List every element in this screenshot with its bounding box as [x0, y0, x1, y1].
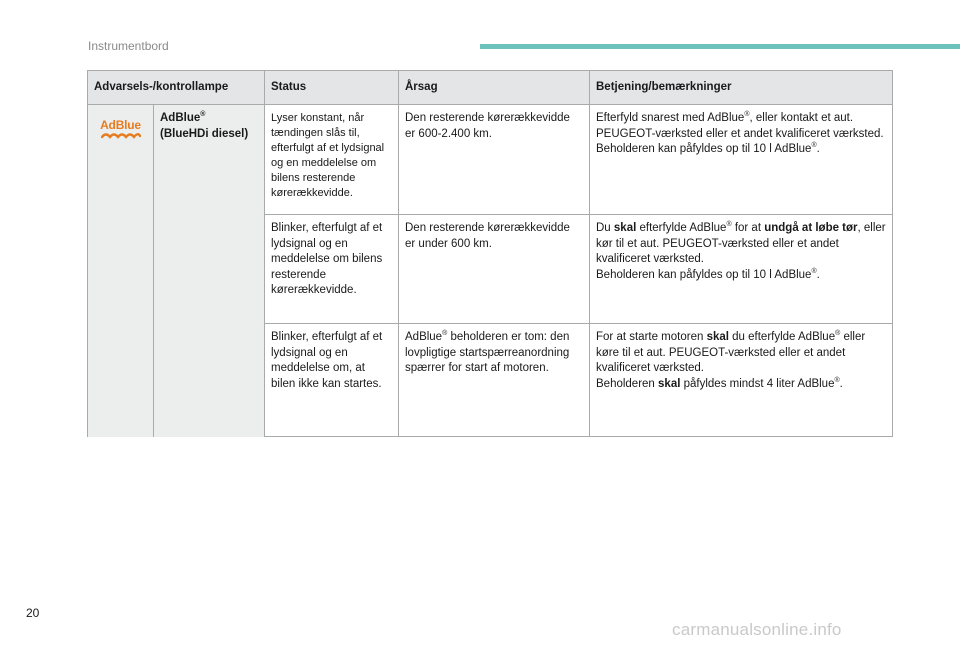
- header-cause: Årsag: [399, 71, 590, 105]
- section-title: Instrumentbord: [88, 39, 169, 53]
- cause-cell: AdBlue® beholderen er tom: den lovpligtige startspærreanordning spærrer for start af motoren.: [399, 324, 590, 437]
- adblue-wave-icon: [101, 132, 141, 139]
- lamp-name: AdBlue®: [160, 111, 206, 124]
- lamp-name-cell: [154, 105, 265, 437]
- section-accent-bar: [480, 44, 960, 49]
- cause-cell: Den resterende kørerækkevidde er 600-2.400 km.: [399, 105, 590, 215]
- page-number: 20: [26, 606, 40, 620]
- action-cell: Efterfyld snarest med AdBlue®, eller kontakt et aut. PEUGEOT-værksted eller et andet kvalificeret værksted. Beholderen kan påfyldes op til 10 l AdBlue®.: [590, 105, 893, 215]
- action-cell: Du skal efterfylde AdBlue® for at undgå at løbe tør, eller kør til et aut. PEUGEOT-værksted eller et andet kvalificeret værksted. Beholderen kan påfyldes op til 10 l AdBlue®.: [590, 215, 893, 324]
- adblue-icon-text: AdBlue: [100, 118, 141, 132]
- status-cell: Blinker, efterfulgt af et lydsignal og en meddelelse om, at bilen ikke kan startes.: [265, 324, 399, 437]
- lamp-icon-cell: [88, 105, 154, 437]
- action-cell: For at starte motoren skal du efterfylde AdBlue® eller køre til et aut. PEUGEOT-værksted eller et andet kvalificeret værksted. Beholderen skal påfyldes mindst 4 liter AdBlue®.: [590, 324, 893, 437]
- header-lamp: Advarsels-/kontrollampe: [88, 71, 265, 105]
- cause-cell: Den resterende kørerækkevidde er under 600 km.: [399, 215, 590, 324]
- status-cell: Blinker, efterfulgt af et lydsignal og en meddelelse om bilens resterende kørerækkevidde.: [265, 215, 399, 324]
- lamp-variant: (BlueHDi diesel): [160, 127, 249, 140]
- table-row: [88, 105, 893, 215]
- watermark-link[interactable]: carmanualsonline.info: [672, 620, 842, 639]
- adblue-icon: [100, 119, 141, 139]
- header-status: Status: [265, 71, 399, 105]
- status-cell: Lyser konstant, når tændingen slås til, efterfulgt af et lydsignal og en meddelelse om bilens resterende kørerækkevidde.: [265, 105, 399, 215]
- table-header-row: [88, 71, 893, 105]
- warning-lamp-table: [87, 70, 893, 437]
- header-action: Betjening/bemærkninger: [590, 71, 893, 105]
